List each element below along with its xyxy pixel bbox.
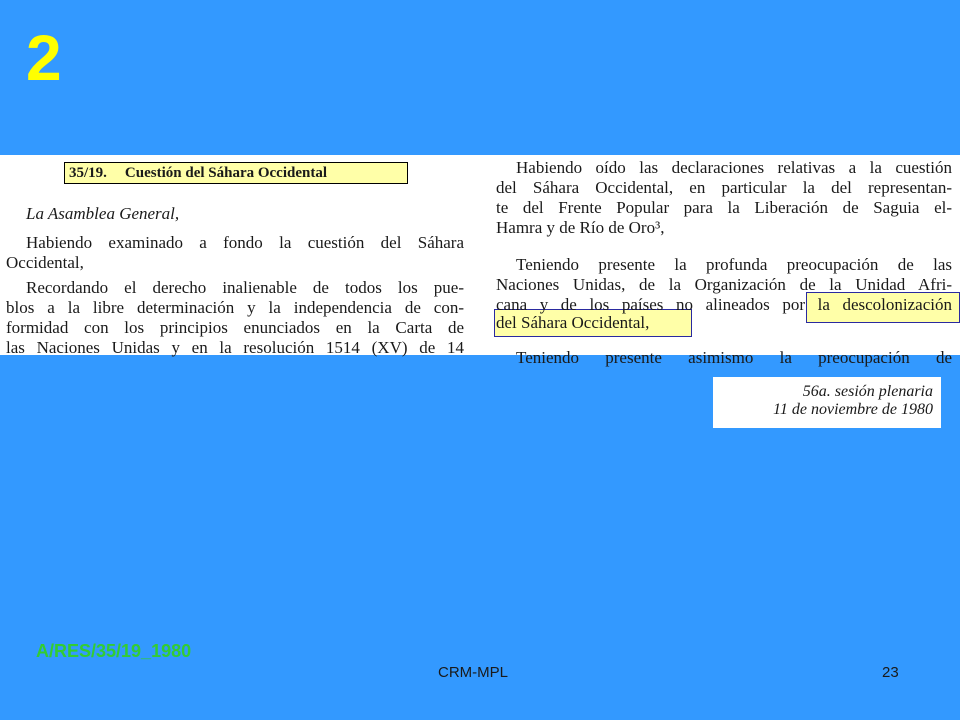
session-date-box — [713, 377, 941, 428]
resolution-number: 35/19. — [69, 165, 107, 181]
doc-line-right-7: cana y de los países no alineados por la descolonización — [496, 295, 952, 314]
doc-line-right-3: te del Frente Popular para la Liberación de Saguia el- — [496, 198, 952, 217]
doc-line-left-4: Recordando el derecho inalienable de todos los pue- — [26, 278, 464, 297]
doc-line-left-2: Habiendo examinado a fondo la cuestión del Sáhara — [26, 233, 464, 252]
doc-line-left-5: blos a la libre determinación y la independencia de con- — [6, 298, 464, 317]
page-number: 23 — [882, 664, 899, 681]
slide-heading: 2 — [26, 22, 62, 94]
doc-line-left-7: las Naciones Unidas y en la resolución 1514 (XV) de 14 — [6, 338, 464, 357]
doc-line-right-4: Hamra y de Río de Oro³, — [496, 218, 665, 237]
doc-line-left-1: La Asamblea General, — [26, 204, 180, 223]
doc-line-left-6: formidad con los principios enunciados en la Carta de — [6, 318, 464, 337]
doc-line-right-5: Teniendo presente la profunda preocupación de las — [516, 255, 952, 274]
session-line-2: 11 de noviembre de 1980 — [773, 401, 933, 418]
resolution-title: Cuestión del Sáhara Occidental — [124, 165, 328, 181]
document-reference: A/RES/35/19_1980 — [36, 641, 192, 661]
doc-line-left-3: Occidental, — [6, 253, 84, 272]
document-scan — [0, 155, 960, 367]
doc-line-right-1: Habiendo oído las declaraciones relativas a la cuestión — [516, 158, 952, 177]
resolution-title-box — [64, 162, 408, 184]
session-line-1: 56a. sesión plenaria — [802, 383, 933, 400]
doc-line-right-9-cut: Teniendo presente asimismo la preocupación de — [516, 348, 952, 367]
doc-line-right-8: del Sáhara Occidental, — [496, 313, 650, 332]
doc-line-right-6: Naciones Unidas, de la Organización de la Unidad Afri- — [496, 275, 952, 294]
footer-text: CRM-MPL — [438, 664, 508, 681]
doc-line-right-2: del Sáhara Occidental, en particular la del representan- — [496, 178, 952, 197]
